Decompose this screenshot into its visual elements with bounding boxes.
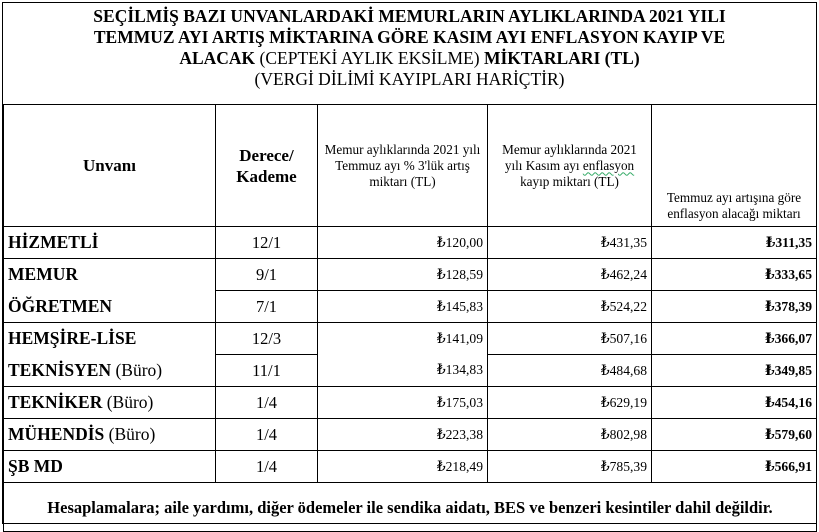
header-alacak: Temmuz ayı artışına göre enflasyon alacağı miktarı: [652, 105, 817, 227]
row-name: [4, 387, 216, 419]
row-kayip: ₺484,68: [488, 355, 652, 387]
row-kayip: ₺524,22: [488, 291, 652, 323]
table-row: [4, 227, 817, 259]
header-artis: Memur aylıklarında 2021 yılı Temmuz ayı % 3'lük artış miktarı (TL): [318, 105, 488, 227]
row-name-text: TEKNİKER: [8, 392, 103, 412]
header-unvan: Unvanı: [4, 105, 216, 227]
row-derece: 12/1: [216, 227, 318, 259]
salary-table: [3, 104, 817, 532]
title-line-3-normal: (CEPTEKİ AYLIK EKSİLME): [259, 48, 480, 68]
header-kayip: [488, 105, 652, 227]
document-title: [0, 6, 819, 90]
row-artis: ₺120,00: [318, 227, 488, 259]
row-derece: 9/1: [216, 259, 318, 291]
row-kayip: ₺507,16: [488, 323, 652, 355]
row-artis: ₺128,59: [318, 259, 488, 291]
header-derece-line-2: Kademe: [236, 166, 297, 186]
row-name-text: MEMUR: [8, 264, 78, 285]
row-name: [4, 323, 216, 355]
row-name: [4, 419, 216, 451]
row-kayip: ₺462,24: [488, 259, 652, 291]
row-name-text: HİZMETLİ: [8, 232, 99, 252]
row-derece: 1/4: [216, 419, 318, 451]
table-row: [4, 355, 817, 387]
header-kayip-part-a: Memur aylıklarında 2021 yılı Kasım ayı: [502, 141, 637, 173]
row-derece: 1/4: [216, 451, 318, 483]
row-derece: 1/4: [216, 387, 318, 419]
row-alacak: ₺311,35: [652, 227, 817, 259]
row-name: [4, 355, 216, 387]
header-row: [4, 105, 817, 227]
footer-note: Hesaplamalara; aile yardımı, diğer ödemeler ile sendika aidatı, BES ve benzeri kesintiler dahil değildir.: [4, 483, 817, 532]
title-line-2: TEMMUZ AYI ARTIŞ MİKTARINA GÖRE KASIM AYI ENFLASYON KAYIP VE: [93, 27, 726, 47]
header-kayip-part-c: kayıp miktarı (TL): [520, 173, 619, 189]
table-row: [4, 259, 817, 291]
row-name: [4, 259, 216, 291]
table-row: [4, 291, 817, 323]
row-artis: ₺175,03: [318, 387, 488, 419]
row-artis: ₺218,49: [318, 451, 488, 483]
row-alacak: ₺454,16: [652, 387, 817, 419]
row-derece: 12/3: [216, 323, 318, 355]
row-alacak: ₺366,07: [652, 323, 817, 355]
title-line-3-bold-a: ALACAK: [179, 48, 256, 68]
header-derece-line-1: Derece/: [239, 145, 294, 165]
row-kayip: ₺785,39: [488, 451, 652, 483]
title-line-3-bold-b: MİKTARLARI (TL): [483, 48, 640, 68]
row-artis: ₺145,83: [318, 291, 488, 323]
row-derece: 11/1: [216, 355, 318, 387]
header-derece: [216, 105, 318, 227]
title-line-1: SEÇİLMİŞ BAZI UNVANLARDAKİ MEMURLARIN AYLIKLARINDA 2021 YILI: [93, 6, 726, 26]
row-alacak: ₺333,65: [652, 259, 817, 291]
row-kayip: ₺629,19: [488, 387, 652, 419]
row-name-text: ŞB MD: [8, 456, 63, 476]
footer-row: [4, 483, 817, 532]
header-kayip-part-b: enflasyon: [582, 157, 635, 173]
row-kayip: ₺431,35: [488, 227, 652, 259]
row-name-suffix: (Büro): [108, 424, 156, 444]
row-alacak: ₺579,60: [652, 419, 817, 451]
row-alacak: ₺349,85: [652, 355, 817, 387]
row-name-suffix: (Büro): [106, 392, 154, 412]
row-artis: ₺223,38: [318, 419, 488, 451]
table-row: [4, 387, 817, 419]
row-name: [4, 291, 216, 323]
row-artis: ₺141,09: [318, 323, 488, 355]
row-name: [4, 451, 216, 483]
row-name-text: HEMŞİRE-LİSE: [8, 328, 137, 349]
row-alacak: ₺378,39: [652, 291, 817, 323]
table-row: [4, 323, 817, 355]
title-line-4: (VERGİ DİLİMİ KAYIPLARI HARİÇTİR): [254, 69, 565, 89]
row-name-text: ÖĞRETMEN: [8, 295, 113, 316]
row-name-text: MÜHENDİS: [8, 424, 105, 444]
table-row: [4, 419, 817, 451]
row-kayip: ₺802,98: [488, 419, 652, 451]
row-artis: ₺134,83: [318, 355, 488, 387]
row-derece: 7/1: [216, 291, 318, 323]
row-name: [4, 227, 216, 259]
row-name-text: TEKNİSYEN: [8, 359, 112, 380]
title-line-3: [0, 48, 819, 69]
row-name-suffix: (Büro): [115, 359, 163, 380]
table-row: [4, 451, 817, 483]
row-alacak: ₺566,91: [652, 451, 817, 483]
